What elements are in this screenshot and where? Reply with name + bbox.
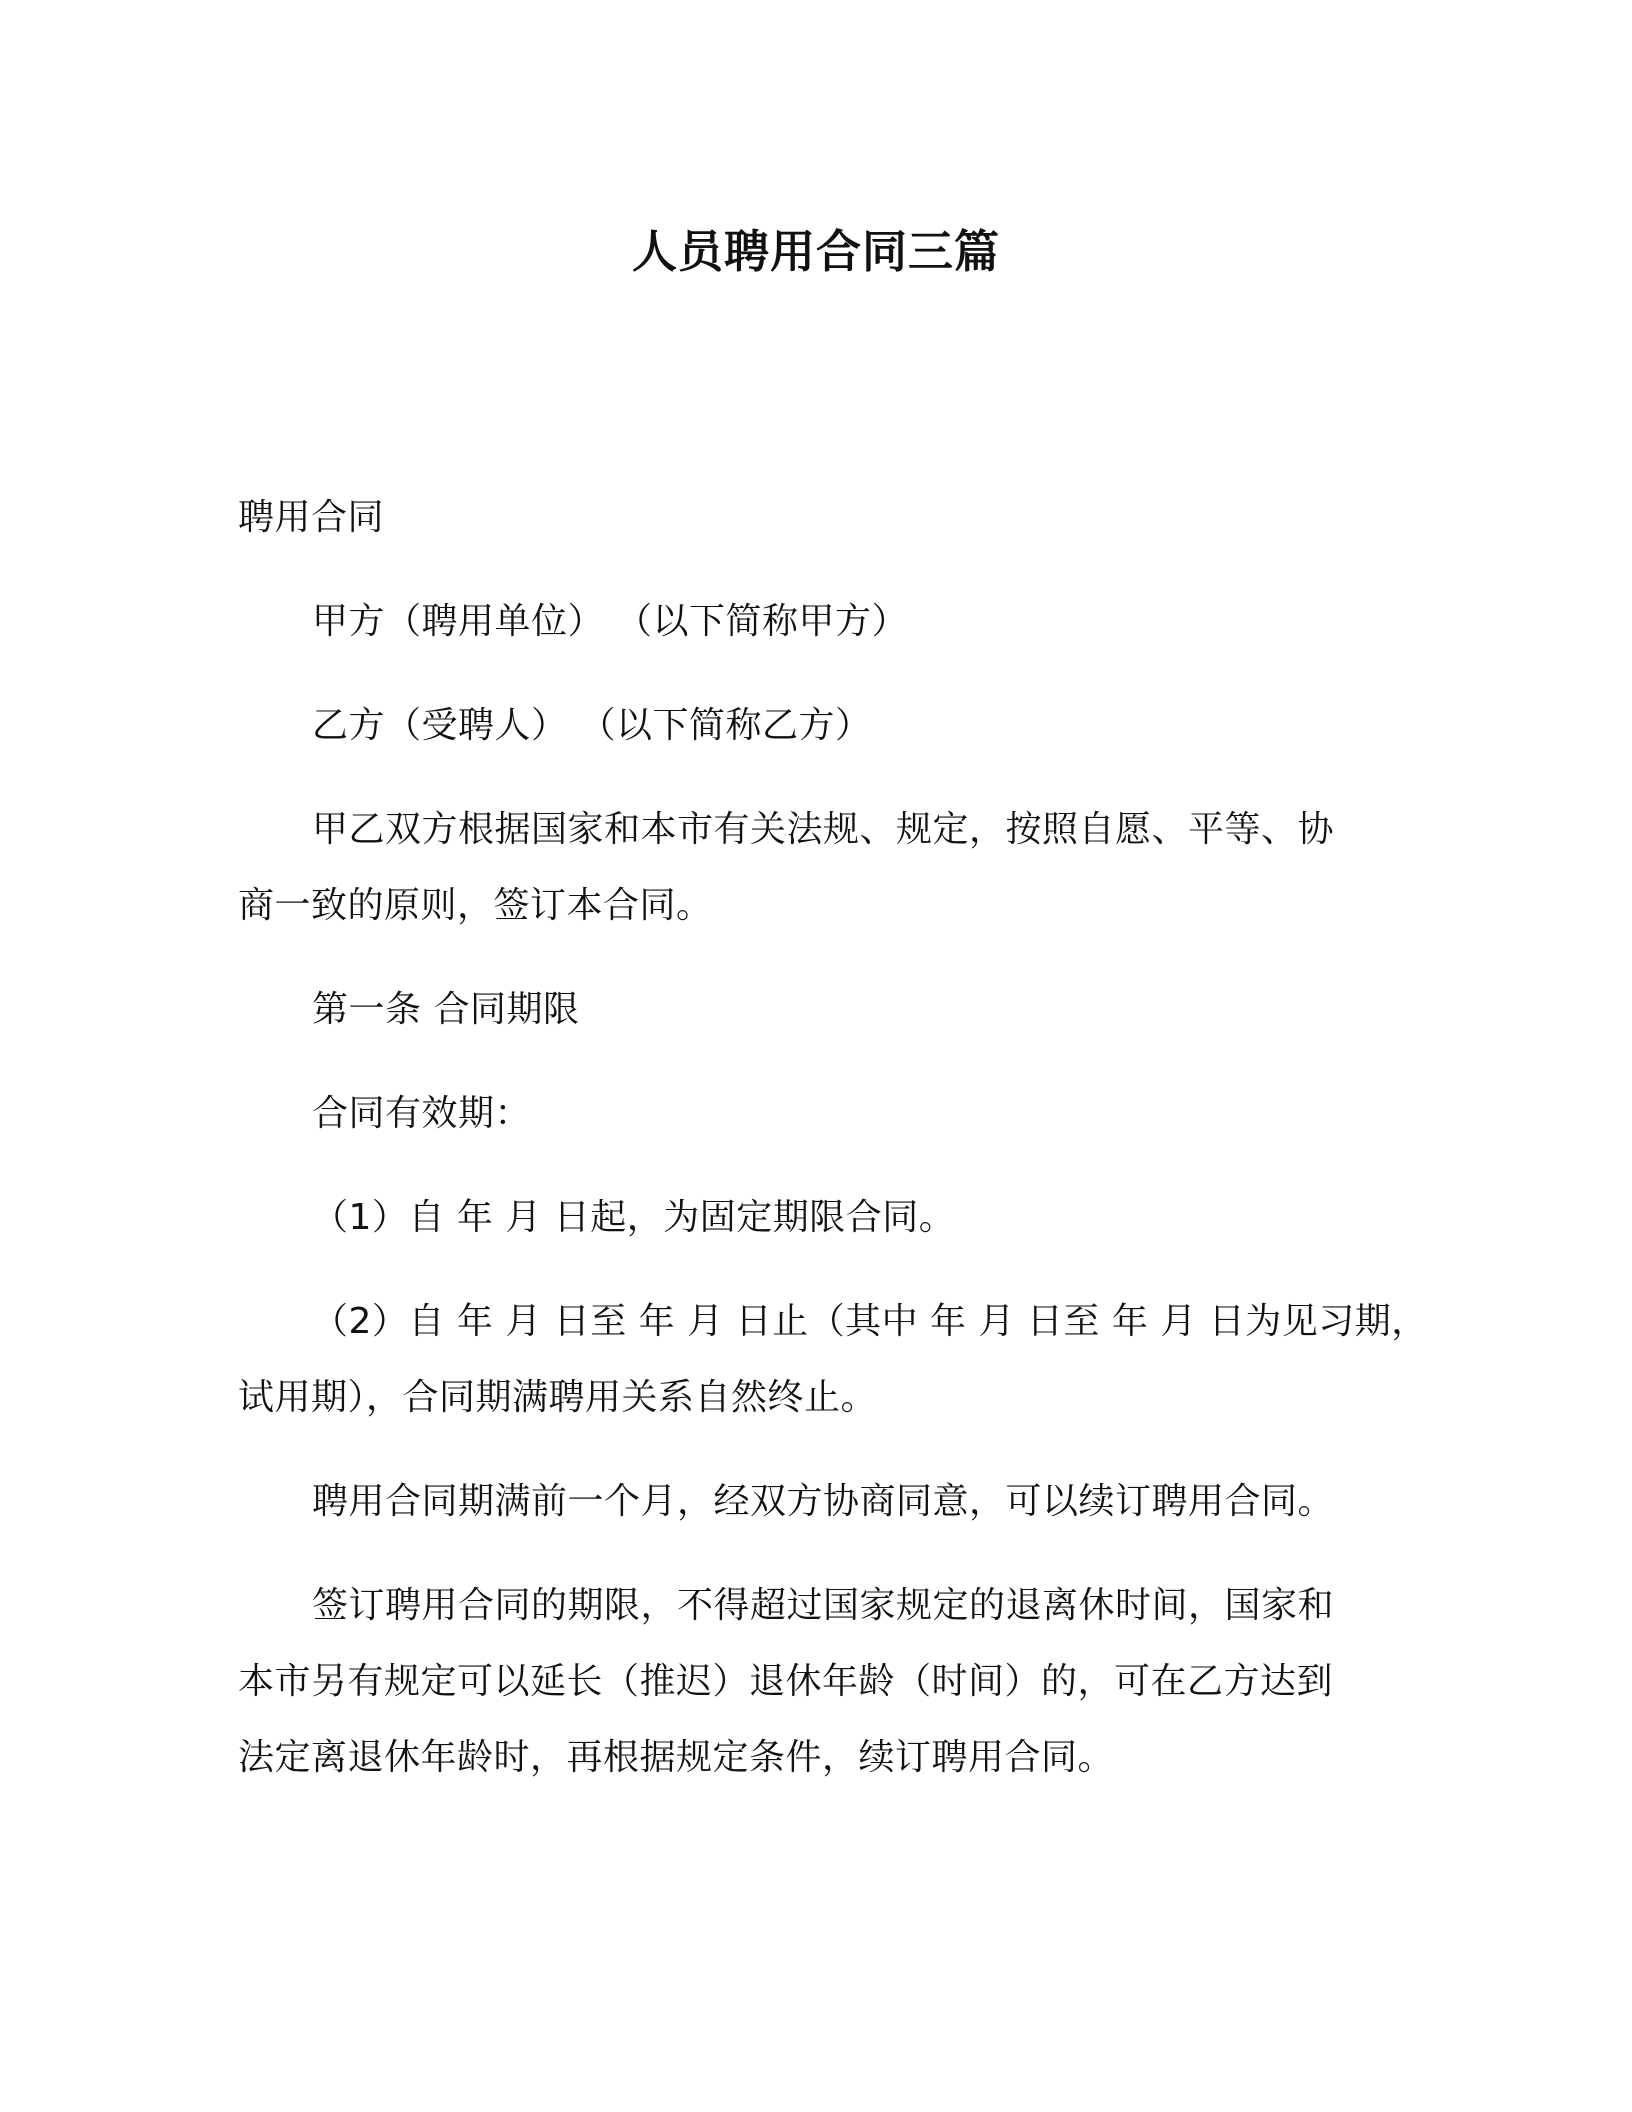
renewal-paragraph [312,1464,1334,1540]
article-1-heading [312,972,579,1048]
section-heading-text: 聘用合同 [238,497,385,538]
document-title: 人员聘用合同三篇 [631,225,1000,278]
preamble-paragraph [238,792,1334,944]
party-b-text: 乙方（受聘人） （以下简称乙方） [312,705,872,746]
term-1-text: （1）自 年 月 日起，为固定期限合同。 [312,1197,956,1238]
preamble-line: 商一致的原则，签订本合同。 [238,885,713,926]
term-2-paragraph [238,1284,1428,1436]
retirement-paragraph [238,1568,1334,1796]
term-2-line: （2）自 年 月 日至 年 月 日止（其中 年 月 日至 年 月 日为见习期， [312,1301,1428,1342]
validity-label [312,1076,531,1152]
section-heading [238,480,384,556]
party-b-line [312,688,871,764]
renewal-text: 聘用合同期满前一个月，经双方协商同意，可以续订聘用合同。 [312,1481,1335,1522]
term-1-paragraph [312,1180,955,1256]
term-2-line: 试用期），合同期满聘用关系自然终止。 [238,1377,878,1418]
validity-label-text: 合同有效期： [312,1093,532,1134]
party-a-line [312,584,908,660]
retirement-line: 签订聘用合同的期限，不得超过国家规定的退离休时间，国家和 [312,1585,1335,1626]
retirement-line: 法定离退休年龄时，再根据规定条件，续订聘用合同。 [238,1737,1115,1778]
article-1-heading-text: 第一条 合同期限 [312,989,580,1030]
party-a-text: 甲方（聘用单位） （以下简称甲方） [312,601,908,642]
retirement-line: 本市另有规定可以延长（推迟）退休年龄（时间）的，可在乙方达到 [238,1661,1334,1702]
preamble-line: 甲乙双方根据国家和本市有关法规、规定，按照自愿、平等、协 [312,809,1335,850]
